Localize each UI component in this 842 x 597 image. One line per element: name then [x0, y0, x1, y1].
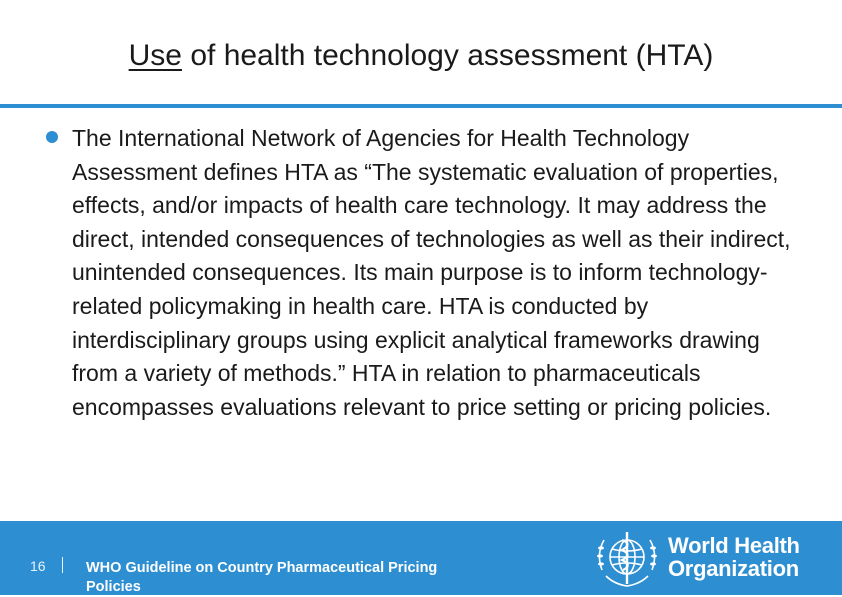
title-underlined-word: Use [128, 39, 182, 72]
who-emblem-icon [592, 524, 662, 592]
footer-caption: WHO Guideline on Country Pharmaceutical Pricing Policies [86, 560, 438, 595]
who-logo [592, 524, 832, 592]
bullet-item [46, 122, 806, 424]
bullet-text: The International Network of Agencies for Health Technology Assessment defines HTA as “The systematic evaluation of properties, effects, and/or impacts of health care technology. It may address the direct, intended consequences of technologies as well as their indirect, unintended consequences. Its main purpose is to inform technology-related policymaking in health care. HTA is conducted by interdisciplinary groups using explicit analytical frameworks drawing from a variety of methods.” HTA in relation to pharmaceuticals encompasses evaluations relevant to price setting or pricing policies. [72, 125, 791, 420]
bullet-dot-icon [46, 131, 58, 143]
who-wordmark-line1: World Health [668, 533, 800, 558]
slide-title [0, 36, 842, 76]
title-divider [0, 104, 842, 108]
title-rest: of health technology assessment (HTA) [182, 39, 714, 72]
page-number: 16 [30, 558, 46, 574]
page-number-separator [62, 557, 63, 573]
footer-bar [0, 521, 842, 595]
who-wordmark [668, 534, 800, 580]
who-wordmark-line2: Organization [668, 556, 799, 581]
